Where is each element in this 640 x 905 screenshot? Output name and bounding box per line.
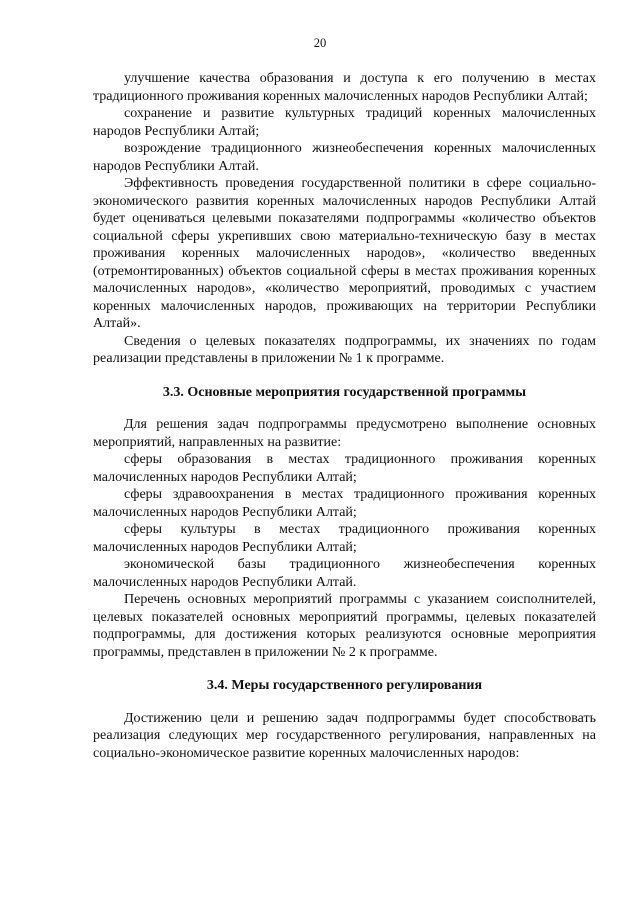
- paragraph: Достижению цели и решению задач подпрограммы будет способствовать реализация следующих мер государственного регулирования, направленных на социально-экономическое развитие коренных малочисленных народов:: [93, 710, 596, 761]
- section-heading-3-3: 3.3. Основные мероприятия государственной программы: [162, 384, 527, 400]
- page-number: 20: [313, 36, 327, 50]
- paragraph: экономической базы традиционного жизнеобеспечения коренных малочисленных народов Республики Алтай.: [93, 557, 596, 590]
- paragraph: возрождение традиционного жизнеобеспечения коренных малочисленных народов Республики Алтай.: [93, 141, 596, 174]
- document-body: [93, 70, 596, 762]
- paragraph: сферы здравоохранения в местах традиционного проживания коренных малочисленных народов Республики Алтай;: [93, 487, 596, 520]
- paragraph: сферы образования в местах традиционного проживания коренных малочисленных народов Республики Алтай;: [93, 452, 596, 485]
- paragraph: Перечень основных мероприятий программы с указанием соисполнителей, целевых показателей основных мероприятий программы, целевых показателей подпрограммы, для достижения которых реализуются основные мероприятия программы, представлен в приложении № 2 к программе.: [93, 592, 596, 660]
- section-heading-3-4: 3.4. Меры государственного регулирования: [206, 678, 483, 693]
- paragraph: сохранение и развитие культурных традиций коренных малочисленных народов Республики Алтай;: [93, 106, 596, 139]
- paragraph: Эффективность проведения государственной политики в сфере социально-экономического развития коренных малочисленных народов Республики Алтай будет оцениваться целевыми показателями подпрограммы «количество объектов социальной сферы укрепивших свою материально-техническую базу в местах проживания коренных малочисленных народов», «количество введенных (отремонтированных) объектов социальной сферы в местах проживания коренных малочисленных народов», «количество мероприятий, проводимых с участием коренных малочисленных народов, проживающих на территории Республики Алтай».: [93, 176, 596, 331]
- paragraph: сферы культуры в местах традиционного проживания коренных малочисленных народов Республики Алтай;: [93, 522, 596, 555]
- paragraph: Для решения задач подпрограммы предусмотрено выполнение основных мероприятий, направленных на развитие:: [93, 417, 596, 450]
- paragraph: Сведения о целевых показателях подпрограммы, их значениях по годам реализации представлены в приложении № 1 к программе.: [93, 333, 596, 366]
- paragraph: улучшение качества образования и доступа к его получению в местах традиционного проживания коренных малочисленных народов Республики Алтай;: [93, 71, 596, 104]
